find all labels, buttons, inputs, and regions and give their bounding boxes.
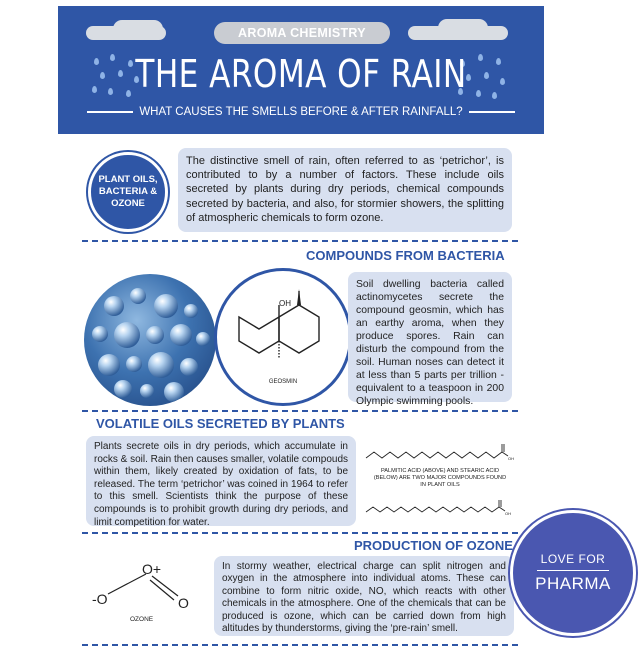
section-title-bacteria: COMPOUNDS FROM BACTERIA: [306, 248, 505, 263]
intro-text: The distinctive smell of rain, often referred to as ‘petrichor’, is contributed to by a number of factors. These include oils secreted by plants during dry periods, chemical compounds secreted by bacteria, and also, for stormier showers, the splitting of atmospheric chemicals to form ozone.: [186, 155, 504, 224]
intro-panel: [178, 148, 512, 232]
section-divider: [82, 410, 518, 412]
oh-label: OH: [505, 511, 511, 516]
topic-badge-label: PLANT OILS, BACTERIA & OZONE: [98, 174, 158, 209]
page-subtitle: WHAT CAUSES THE SMELLS BEFORE & AFTER RAINFALL?: [139, 106, 463, 118]
header: [58, 6, 544, 134]
geosmin-structure: [214, 268, 352, 406]
brand-logo-line2: PHARMA: [535, 574, 611, 593]
ozone-text: In stormy weather, electrical charge can split nitrogen and oxygen in the atmosphere into individual atoms. These can combine to form nitric oxide, NO, which reacts with other chemicals in the atmosphere. One of the chemicals that can be produced is ozone, which can be carried down from high altitudes by thunderstorms, giving the ‘pre-rain’ smell.: [222, 561, 506, 635]
bacteria-panel: [348, 272, 512, 407]
cloud-decoration: [113, 20, 163, 38]
oxygen-atom-right: O: [178, 595, 189, 611]
stearic-acid-structure: [364, 498, 516, 520]
section-title-plants: VOLATILE OILS SECRETED BY PLANTS: [96, 416, 345, 431]
ozone-label: OZONE: [130, 616, 154, 623]
palmitic-acid-structure: [364, 442, 516, 464]
page-title: THE AROMA OF RAIN: [135, 52, 467, 96]
ozone-molecule-icon: [86, 558, 206, 614]
divider: [469, 111, 515, 113]
water-droplets-image: [84, 274, 216, 406]
infographic: [58, 6, 544, 650]
divider: [537, 570, 609, 571]
bacteria-text: Soil dwelling bacteria called actinomycetes secrete the compound geosmin, which has an earthy aroma, when they produce spores. Rain can disturb the compound from the soil. Human noses can detect it at less than 5 parts per trillion - equivalent to a teaspoon in 200 Olympic swimming pools.: [356, 279, 504, 407]
geosmin-label: GEOSMIN: [268, 379, 298, 385]
section-divider: [82, 644, 518, 646]
section-divider: [82, 532, 518, 534]
category-label: AROMA CHEMISTRY: [238, 26, 366, 40]
section-divider: [82, 240, 518, 242]
ozone-panel: [214, 556, 514, 636]
subtitle-row: [58, 104, 544, 120]
brand-logo: [510, 510, 636, 636]
category-banner: [214, 22, 390, 44]
divider: [87, 111, 133, 113]
oh-label: OH: [508, 456, 514, 461]
plant-acids-caption: PALMITIC ACID (ABOVE) AND STEARIC ACID (BELOW) ARE TWO MAJOR COMPOUNDS FOUND IN PLANT OILS: [373, 468, 507, 488]
oxygen-atom-left: -O: [92, 591, 108, 607]
oh-label: OH: [279, 299, 291, 308]
oxygen-atom-center: O+: [142, 561, 162, 577]
brand-logo-line1: LOVE FOR: [540, 552, 606, 566]
plants-panel: [86, 436, 356, 526]
cloud-decoration: [438, 19, 488, 37]
plants-text: Plants secrete oils in dry periods, which accumulate in rocks & soil. Rain then causes smaller, volatile compouds within them, likely created by oxidation of fats, to be released. The term ‘petrichor’ was coined in 1964 to refer to this smell. Scientists think the purpose of these compounds is to prohibit growth during dry periods, and limit competition for water.: [94, 441, 349, 528]
section-title-ozone: PRODUCTION OF OZONE: [354, 538, 513, 553]
topic-badge: [88, 152, 168, 232]
